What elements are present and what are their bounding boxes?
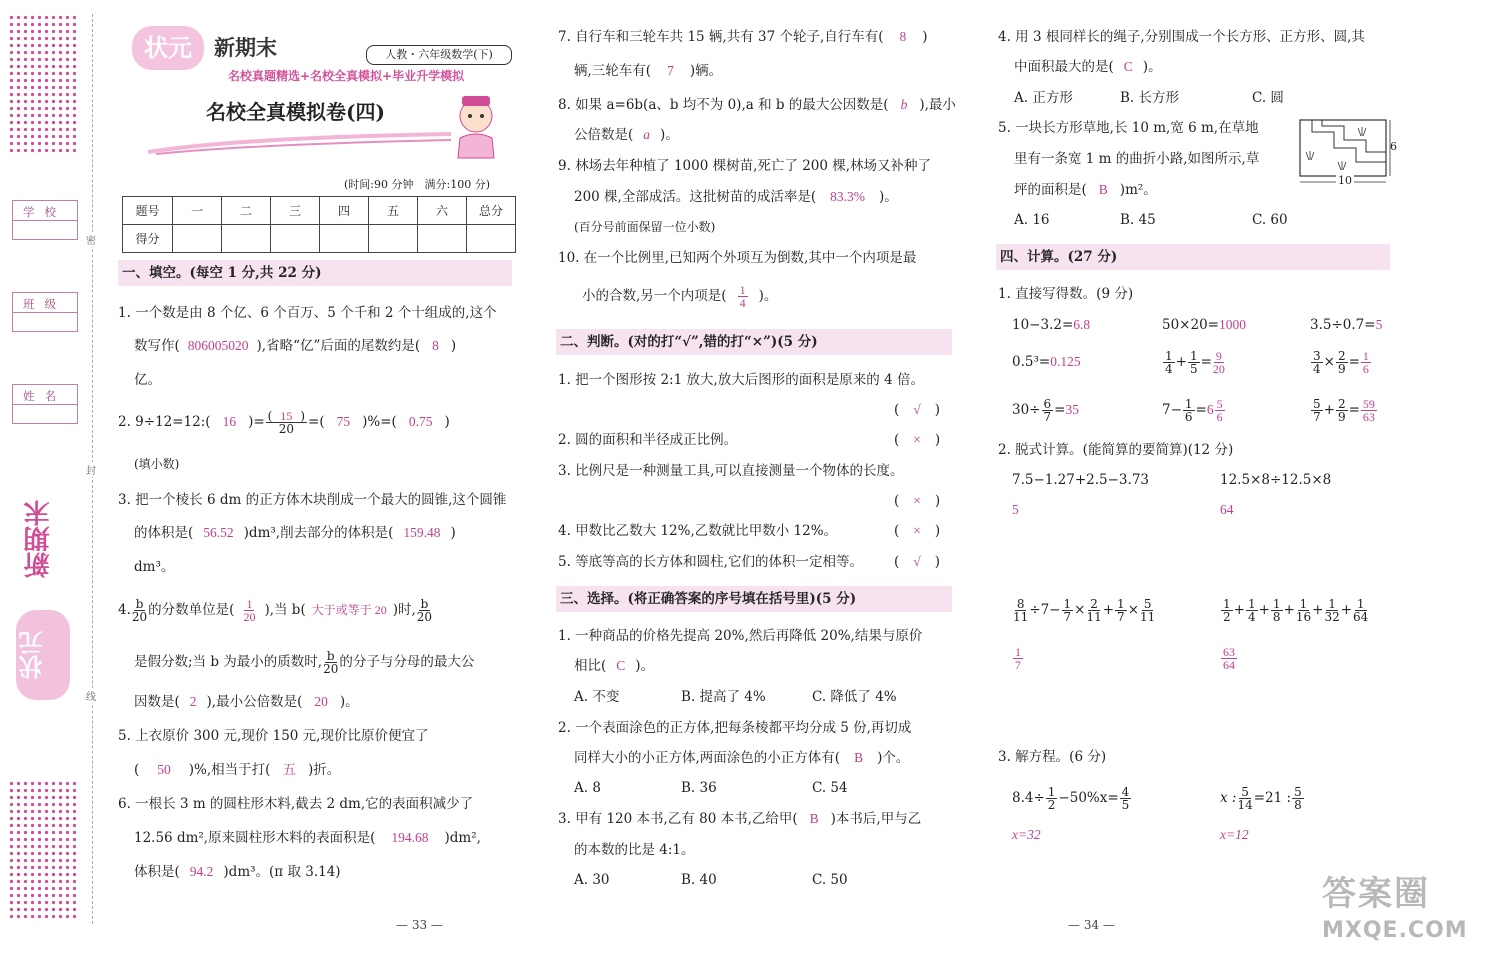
answer: x=32 — [1012, 827, 1041, 842]
name-field[interactable]: 姓名 — [12, 384, 78, 424]
lawn-figure — [1298, 118, 1398, 194]
judge-answer: ( √ ) — [894, 554, 940, 570]
answer: b — [900, 97, 908, 112]
cut-mark-2: 封 — [86, 462, 96, 477]
choice2-opt: B. 36 — [681, 780, 717, 796]
page-number-right: — 34 — — [1068, 918, 1115, 932]
score-header: 四 — [320, 197, 369, 225]
answer: 35 — [1065, 402, 1079, 417]
judge-item: 3. 比例尺是一种测量工具,可以直接测量一个物体的长度。 — [558, 463, 904, 479]
answer: 16 — [222, 414, 237, 429]
answer: 5 — [1012, 502, 1019, 517]
answer: 20 — [314, 694, 328, 709]
answer: 8 — [899, 29, 907, 44]
q7-line-b: 辆,三轮车有( 7 )辆。 — [574, 63, 723, 79]
score-header: 二 — [222, 197, 271, 225]
score-header: 五 — [369, 197, 418, 225]
choice5-line-b: 里有一条宽 1 m 的曲折小路,如图所示,草 — [1014, 151, 1260, 167]
judge-item: 2. 圆的面积和半径成正比例。 — [558, 432, 738, 448]
choice1-opt: C. 降低了 4% — [812, 689, 897, 705]
q2-line-a: 2. 9÷12=12:( 16 )= $\frac{( 15 )}{20}$ =( 75 )%=( 0.75 ) — [118, 409, 450, 436]
q3-line-c: dm³。 — [134, 559, 175, 575]
answer: 15 — [280, 409, 293, 423]
answer: 159.48 — [403, 525, 441, 540]
q4-line-b: 是假分数;当 b 为最小的质数时, $\frac{b}{20}$ 的分子与分母的最大公 — [134, 649, 475, 676]
answer: 8 — [432, 338, 439, 353]
choice3-line-a: 3. 甲有 120 本书,乙有 80 本书,乙给甲( B )本书后,甲与乙 — [558, 811, 922, 827]
q2-note: (填小数) — [134, 457, 180, 471]
section-calc-title: 四、计算。(27 分) — [996, 244, 1390, 270]
choice2-opt: A. 8 — [574, 780, 601, 796]
choice1-line-b: 相比( C )。 — [574, 658, 655, 674]
score-header: 三 — [271, 197, 320, 225]
score-header: 六 — [418, 197, 467, 225]
answer: 2 — [189, 694, 197, 709]
q8-line-b: 公倍数是( a )。 — [574, 127, 679, 143]
calc1-title: 1. 直接写得数。(9 分) — [998, 286, 1134, 302]
answer: 4 — [739, 296, 746, 310]
calc-item: 10−3.2=6.8 — [1012, 317, 1091, 333]
answer: 9 — [1215, 349, 1222, 363]
calc-item: 12.5×8÷12.5×8 — [1220, 472, 1332, 488]
choice4-opt: C. 圆 — [1252, 90, 1284, 106]
calc-item: 3.5÷0.7=5 — [1310, 317, 1383, 333]
calc-item: $\frac{1}{4}$ + $\frac{1}{5}$ = $\frac{9}{20}$ — [1165, 349, 1225, 376]
section-choice-title: 三、选择。(将正确答案的序号填在括号里)(5 分) — [556, 586, 952, 612]
answer: B — [854, 750, 864, 765]
choice1-opt: A. 不变 — [574, 689, 620, 705]
judge-answer: ( √ ) — [894, 402, 940, 418]
score-cell[interactable] — [320, 225, 369, 253]
answer: 20 — [243, 610, 256, 624]
calc-item: $\frac{8}{11}$ ÷7− $\frac{1}{7}$ × $\frac{2}{11}$ + $\frac{1}{7}$ × $\frac{5}{11}$ — [1013, 597, 1156, 624]
choice1-opt: B. 提高了 4% — [681, 689, 766, 705]
calc3-title: 3. 解方程。(6 分) — [998, 749, 1107, 765]
q4-line-c: 因数是( 2 ),最小公倍数是( 20 )。 — [134, 694, 359, 710]
score-cell[interactable] — [369, 225, 418, 253]
calc-item: 30÷ $\frac{6}{7}$ =35 — [1012, 397, 1079, 424]
score-cell[interactable] — [271, 225, 320, 253]
choice2-opt: C. 54 — [812, 780, 848, 796]
answer: B — [1098, 182, 1108, 197]
answer: a — [643, 127, 651, 142]
answer: 50 — [157, 762, 171, 777]
answer: 94.2 — [189, 864, 214, 879]
header-swoosh — [146, 126, 456, 156]
q10-line-a: 10. 在一个比例里,已知两个外项互为倒数,其中一个内项是最 — [558, 250, 917, 266]
judge-answer: ( × ) — [894, 493, 941, 509]
answer: 6 — [1206, 402, 1214, 417]
judge-item: 1. 把一个图形按 2:1 放大,放大后图形的面积是原来的 4 倍。 — [558, 372, 924, 388]
cut-mark-1: 密 — [86, 232, 96, 247]
choice1-line-a: 1. 一种商品的价格先提高 20%,然后再降低 20%,结果与原价 — [558, 628, 923, 644]
school-field[interactable]: 学校 — [12, 200, 78, 240]
class-field[interactable]: 班级 — [12, 292, 78, 332]
exam-title: 名校全真模拟卷(四) — [206, 100, 385, 124]
judge-answer: ( × ) — [894, 432, 941, 448]
watermark-url: MXQE.COM — [1322, 918, 1468, 943]
score-header: 一 — [173, 197, 222, 225]
score-cell[interactable] — [467, 225, 516, 253]
q7-line-a: 7. 自行车和三轮车共 15 辆,共有 37 个轮子,自行车有( 8 ) — [558, 29, 928, 45]
answer: C — [616, 658, 626, 673]
series-name: 新期末 — [214, 36, 277, 60]
section-judge-title: 二、判断。(对的打“√”,错的打“×”)(5 分) — [556, 329, 952, 355]
answer: 1 — [246, 597, 253, 611]
decor-dots-top — [8, 14, 78, 154]
choice5-line-a: 5. 一块长方形草地,长 10 m,宽 6 m,在草地 — [998, 120, 1259, 136]
answer: 7 — [667, 63, 674, 78]
answer: 五 — [282, 762, 296, 777]
brand-logo: 状元 — [132, 26, 204, 70]
score-row-label: 得分 — [123, 225, 173, 253]
score-table — [122, 196, 516, 253]
choice5-line-c: 坪的面积是( B )m²。 — [1014, 182, 1157, 198]
tagline: 名校真题精选+名校全真模拟+毕业升学模拟 — [228, 69, 465, 83]
section-fill-title: 一、填空。(每空 1 分,共 22 分) — [118, 260, 512, 286]
choice3-opt: B. 40 — [681, 872, 717, 888]
cut-mark-3: 线 — [86, 688, 96, 703]
choice4-opt: B. 长方形 — [1120, 90, 1180, 106]
choice3-opt: A. 30 — [574, 872, 610, 888]
q1-line-b: 数写作( 806005020 ),省略“亿”后面的尾数约是( 8 ) — [134, 338, 457, 354]
answer: 1 — [1362, 349, 1369, 363]
answer: $\frac{1}{7}$ — [1015, 645, 1021, 672]
q6-line-a: 6. 一根长 3 m 的圆柱形木料,截去 2 dm,它的表面积减少了 — [118, 796, 474, 812]
calc-item: 0.5³=0.125 — [1012, 354, 1081, 370]
answer: 75 — [336, 414, 351, 429]
calc-item: $\frac{5}{7}$ + $\frac{2}{9}$ = $\frac{59}{63}$ — [1313, 397, 1375, 424]
q10-line-b: 小的合数,另一个内项是( $\frac{1}{4}$ )。 — [582, 283, 778, 310]
answer: 大于或等于 20 — [311, 603, 387, 617]
q3-line-b: 的体积是( 56.52 )dm³,削去部分的体积是( 159.48 ) — [134, 525, 456, 541]
grade-badge: 人教・六年级数学(下) — [366, 45, 512, 65]
calc2-title: 2. 脱式计算。(能简算的要简算)(12 分) — [998, 442, 1234, 458]
q1-line-a: 1. 一个数是由 8 个亿、6 个百万、5 个千和 2 个十组成的,这个 — [118, 305, 497, 321]
side-logo-series: 新期末 — [24, 500, 54, 578]
page-number-left: — 33 — — [396, 918, 443, 932]
q8-line-a: 8. 如果 a=6b(a、b 均不为 0),a 和 b 的最大公因数是( b ),最小 — [558, 97, 956, 113]
q6-line-b: 12.56 dm²,原来圆柱形木料的表面积是( 194.68 )dm², — [134, 830, 481, 846]
answer: 806005020 — [187, 338, 249, 353]
choice4-opt: A. 正方形 — [1014, 90, 1073, 106]
answer: 0.75 — [408, 414, 433, 429]
answer: 20 — [1212, 362, 1225, 376]
q5-line-b: ( 50 )%,相当于打( 五 )折。 — [134, 762, 341, 778]
q9-line-a: 9. 林场去年种植了 1000 棵树苗,死亡了 200 棵,林场又补种了 — [558, 158, 932, 174]
choice2-line-a: 2. 一个表面涂色的正方体,把每条棱都平均分成 5 份,再切成 — [558, 720, 912, 736]
judge-item: 5. 等底等高的长方体和圆柱,它们的体积一定相等。 — [558, 554, 863, 570]
answer: 6.8 — [1073, 317, 1091, 332]
calc-item: $\frac{3}{4}$ × $\frac{2}{9}$ = $\frac{1}{6}$ — [1313, 349, 1369, 376]
score-header: 题号 — [123, 197, 173, 225]
calc-item: 7.5−1.27+2.5−3.73 — [1012, 472, 1149, 488]
equation-item: x : $\frac{5}{14}$ =21 : $\frac{5}{8}$ — [1220, 785, 1302, 812]
choice5-opt: C. 60 — [1252, 212, 1288, 228]
decor-dots-bottom — [8, 780, 78, 920]
mascot-icon — [446, 92, 508, 162]
answer: 1 — [739, 283, 746, 297]
score-cell[interactable] — [222, 225, 271, 253]
answer: 63 — [1362, 410, 1375, 424]
answer: x=12 — [1220, 827, 1249, 842]
answer: C — [1123, 59, 1133, 74]
figure-width-label: 6 — [1390, 140, 1397, 153]
answer: 5 — [1216, 397, 1223, 411]
watermark-logo: 答案圈 — [1322, 874, 1430, 914]
score-cell[interactable] — [173, 225, 222, 253]
choice4-line-a: 4. 用 3 根同样长的绳子,分别围成一个长方形、正方形、圆,其 — [998, 29, 1365, 45]
judge-item: 4. 甲数比乙数大 12%,乙数就比甲数小 12%。 — [558, 523, 838, 539]
q1-line-c: 亿。 — [134, 372, 161, 388]
q9-line-b: 200 棵,全部成活。这批树苗的成活率是( 83.3% )。 — [574, 189, 898, 205]
answer: 59 — [1362, 397, 1375, 411]
choice3-line-b: 的本数的比是 4:1。 — [574, 842, 695, 858]
answer: B — [809, 811, 819, 826]
calc-item: 7− $\frac{1}{6}$ =6 $\frac{5}{6}$ — [1162, 397, 1223, 424]
choice2-line-b: 同样大小的小正方体,两面涂色的小正方体有( B )个。 — [574, 750, 910, 766]
figure-length-label: 10 — [1338, 174, 1352, 187]
q6-line-c: 体积是( 94.2 )dm³。(π 取 3.14) — [134, 864, 341, 880]
judge-answer: ( × ) — [894, 523, 941, 539]
answer: 56.52 — [203, 525, 234, 540]
q9-note: (百分号前面保留一位小数) — [574, 220, 716, 234]
score-cell[interactable] — [418, 225, 467, 253]
answer: 6 — [1362, 362, 1369, 376]
calc-item: 50×20=1000 — [1162, 317, 1246, 333]
answer: 83.3% — [830, 189, 865, 204]
answer: $\frac{63}{64}$ — [1223, 645, 1235, 672]
choice5-opt: A. 16 — [1014, 212, 1050, 228]
answer: 5 — [1375, 317, 1383, 332]
choice5-opt: B. 45 — [1120, 212, 1156, 228]
answer: 1000 — [1218, 317, 1246, 332]
answer: 6 — [1216, 410, 1223, 424]
calc-item: $\frac{1}{2}$ + $\frac{1}{4}$ + $\frac{1}{8}$ + $\frac{1}{16}$ + $\frac{1}{32}$ + $\frac{1}{64}$ — [1223, 597, 1369, 624]
exam-meta: (时间:90 分钟 满分:100 分) — [344, 178, 490, 191]
choice4-line-b: 中面积最大的是( C )。 — [1014, 59, 1162, 75]
q5-line-a: 5. 上衣原价 300 元,现价 150 元,现价比原价便宜了 — [118, 728, 429, 744]
answer: 194.68 — [391, 830, 429, 845]
answer: 64 — [1220, 502, 1234, 517]
score-header: 总分 — [467, 197, 516, 225]
q4-line-a: 4. $\frac{b}{20}$ 的分数单位是( $\frac{1}{20}$ ),当 b( 大于或等于 20 )时, $\frac{b}{20}$ — [118, 597, 433, 624]
side-logo: 状元 — [16, 610, 70, 700]
q3-line-a: 3. 把一个棱长 6 dm 的正方体木块削成一个最大的圆锥,这个圆锥 — [118, 492, 507, 508]
answer: 0.125 — [1050, 354, 1081, 369]
choice3-opt: C. 50 — [812, 872, 848, 888]
equation-item: 8.4÷ $\frac{1}{2}$ −50%x= $\frac{4}{5}$ — [1012, 785, 1130, 812]
